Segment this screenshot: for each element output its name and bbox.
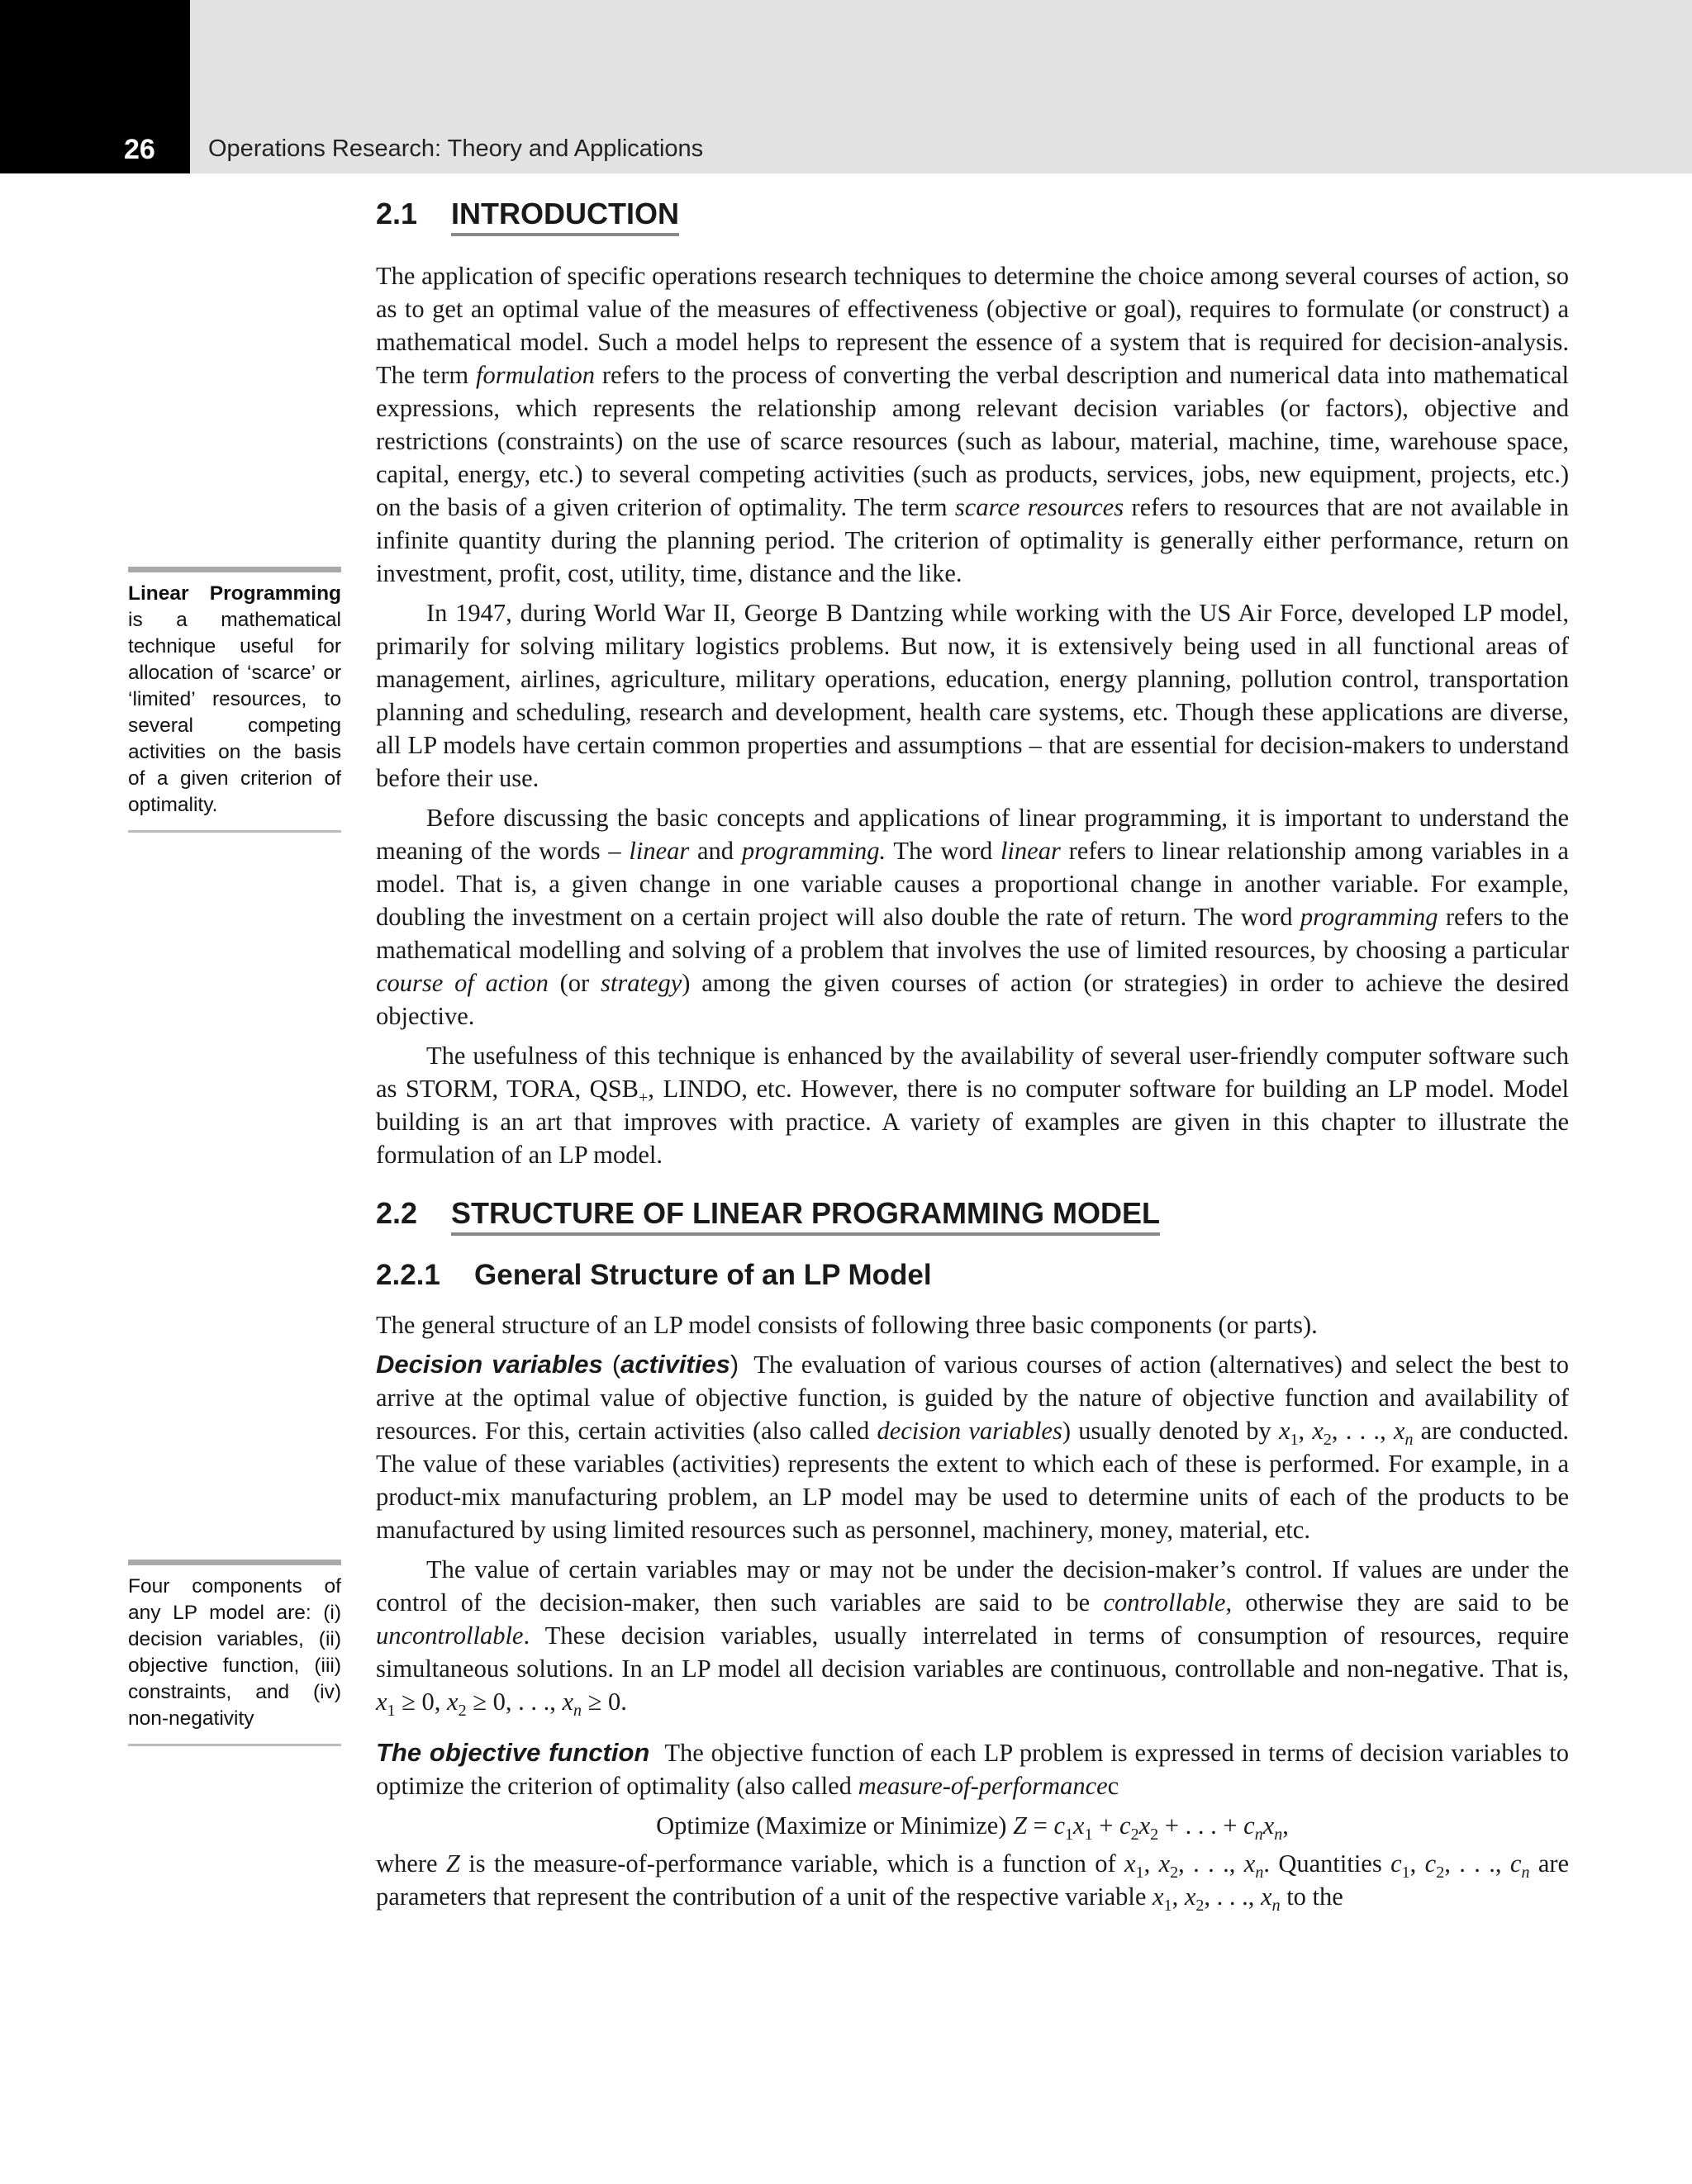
subscript: 1 xyxy=(1065,1826,1074,1845)
subscript: n xyxy=(1404,1431,1414,1450)
equation-text: , xyxy=(1282,1811,1289,1840)
math-var: x xyxy=(1393,1417,1405,1445)
italic-term: decision variables xyxy=(877,1417,1062,1445)
equation-text: + xyxy=(1158,1811,1186,1840)
math-var: x xyxy=(1243,1849,1256,1878)
subsection-number: 2.2.1 xyxy=(376,1259,440,1291)
paragraph-decision-variables xyxy=(376,1348,1569,1546)
text-run: are conducted. The value of these variables (activities) represents the extent to which each of these is performed. For example, in a product-mix manufacturing problem, an LP model may be used to determine units of each of the products to be manufactured by using limited resources such as personnel, machinery, money, material, etc. xyxy=(376,1417,1570,1544)
text-run: The objective function of each LP problem is expressed in terms of decision variables to optimize the criterion of optimality (also called xyxy=(376,1739,1569,1800)
run-in-heading-objective: The objective function xyxy=(376,1738,650,1767)
run-in-text: activities xyxy=(620,1350,730,1379)
math-var: x xyxy=(1262,1811,1275,1840)
text-run: and xyxy=(689,837,742,865)
math-var: c xyxy=(1053,1811,1066,1840)
text-run: is the measure-of-performance variable, which is a function of xyxy=(459,1849,1125,1878)
subscript: 2 xyxy=(1150,1826,1159,1845)
italic-term: scarce resources xyxy=(954,493,1124,521)
text-run: , xyxy=(1298,1417,1313,1445)
subscript: n xyxy=(573,1702,582,1721)
text-run: , xyxy=(1172,1883,1185,1911)
text-run: The application of specific operations research techniques to determine the choice among several courses of action, so as to get an optimal value of the measures of effectiveness (objective or goal), requires to formulate (or construct) a mathematical model. Such a model helps to represent the essence of a system that is required for decision-analysis. The term xyxy=(376,262,1569,389)
text-run: Before discussing the basic concepts and applications of linear programming, it is important to understand the meaning of the words – xyxy=(376,804,1569,865)
text-run: The evaluation of various courses of action (alternatives) and select the best to arrive at the optimal value of objective function, is guided by the nature of objective function and availability of resources. For this, certain activities (also called xyxy=(376,1351,1569,1445)
subscript: + xyxy=(639,1089,649,1108)
italic-term: formulation xyxy=(476,361,596,389)
equation-text: Optimize (Maximize or Minimize) xyxy=(656,1811,1014,1840)
section-title: INTRODUCTION xyxy=(451,197,679,236)
subscript: n xyxy=(1521,1864,1530,1883)
text-run: refers to resources that are not available in infinite quantity during the planning period. The criterion of optimality is generally either performance, return on investment, profit, cost, utility, time, distance and the like. xyxy=(376,493,1569,587)
section-heading-2-2 xyxy=(376,1196,1569,1236)
italic-term: uncontrollable xyxy=(376,1621,524,1650)
equation-text: + xyxy=(1216,1811,1244,1840)
subscript: n xyxy=(1254,1826,1263,1845)
page-number-box xyxy=(0,0,190,173)
math-var: x xyxy=(447,1688,459,1716)
section-number: 2.1 xyxy=(376,197,418,230)
text-run: , xyxy=(1444,1849,1460,1878)
text-run: (or xyxy=(548,969,601,997)
text-run: refers to the process of converting the verbal description and numerical data into mathematical expressions, which represents the relationship among relevant decision variables (or factors), objective and restrictions (constraints) on the use of scarce resources (such as labour, material, machine, time, warehouse space, capital, energy, etc.) to several competing activities (such as products, services, jobs, new equipment, projects, etc.) on the basis of a given criterion of optimality. The term xyxy=(376,361,1570,521)
margin-note-text: Four components of any LP model are: (i) decision variables, (ii) objective function, (iii) constraints, and (iv) non-negativity xyxy=(128,1575,341,1730)
math-var: x xyxy=(1124,1849,1136,1878)
math-var: c xyxy=(1243,1811,1255,1840)
text-run: , xyxy=(1380,1417,1394,1445)
objective-equation xyxy=(376,1809,1569,1845)
paragraph-objective-where xyxy=(376,1847,1570,1916)
paragraph-structure-intro: The general structure of an LP model consists of following three basic components (or parts). xyxy=(376,1311,1318,1339)
italic-term: controllable xyxy=(1103,1588,1226,1617)
math-var: c xyxy=(1119,1811,1131,1840)
subsection-title: General Structure of an LP Model xyxy=(474,1259,932,1291)
page-number: 26 xyxy=(124,134,155,165)
paragraph-intro-1 xyxy=(376,259,1569,590)
math-var: x xyxy=(1184,1883,1196,1911)
paragraph-objective-function xyxy=(376,1736,1569,1802)
text-run: , xyxy=(1409,1849,1425,1878)
main-text-column xyxy=(376,197,1569,1920)
text-run: , xyxy=(549,1688,563,1716)
math-var: Z xyxy=(445,1849,460,1878)
subscript: 2 xyxy=(1436,1864,1445,1883)
run-in-text: ) xyxy=(730,1350,739,1379)
section-heading-2-1 xyxy=(376,197,1569,236)
math-var: x xyxy=(1153,1883,1164,1911)
equation-text: + xyxy=(1092,1811,1120,1840)
paragraph-intro-4 xyxy=(376,1039,1569,1171)
text-run: . These decision variables, usually interrelated in terms of consumption of resources, require simultaneous solutions. In an LP model all decision variables are continuous, controllable and non-negative. That is, xyxy=(376,1621,1569,1683)
text-run: , xyxy=(1143,1849,1159,1878)
subsection-heading-2-2-1 xyxy=(376,1259,1569,1292)
run-in-text: ( xyxy=(602,1350,621,1379)
text-run: , xyxy=(1495,1849,1510,1878)
subscript: n xyxy=(1255,1864,1264,1883)
text-run: The word xyxy=(886,837,1000,865)
section-title: STRUCTURE OF LINEAR PROGRAMMING MODEL xyxy=(451,1196,1160,1236)
math-var: x xyxy=(1278,1417,1290,1445)
margin-note-components xyxy=(128,1560,341,1746)
paragraph-controllability xyxy=(376,1553,1569,1721)
text-run: . . . xyxy=(518,1688,550,1716)
math-var: x xyxy=(1073,1811,1085,1840)
text-run: refers to the mathematical modelling and solving of a problem that involves the use of limited resources, by choosing a particular xyxy=(376,903,1569,964)
subscript: 1 xyxy=(1084,1826,1093,1845)
text-run: , xyxy=(1204,1883,1217,1911)
italic-term: measure-of-performance xyxy=(858,1772,1108,1800)
text-run: The usefulness of this technique is enhanced by the availability of several user-friendly computer software such as STORM, TORA, QSB xyxy=(376,1042,1569,1103)
running-title: Operations Research: Theory and Applications xyxy=(208,135,704,162)
subscript: 2 xyxy=(1195,1897,1205,1916)
text-run: . Quantities xyxy=(1263,1849,1391,1878)
text-run: ) usually denoted by xyxy=(1062,1417,1279,1445)
math-var: x xyxy=(562,1688,574,1716)
text-run: , xyxy=(1331,1417,1346,1445)
subscript: 1 xyxy=(1163,1897,1172,1916)
math-var: Z xyxy=(1013,1811,1028,1840)
math-var: c xyxy=(1424,1849,1437,1878)
math-var: c xyxy=(1509,1849,1522,1878)
margin-note-term: Linear Programming xyxy=(128,582,341,605)
section-number: 2.2 xyxy=(376,1196,418,1230)
text-run: c xyxy=(1107,1772,1119,1800)
subscript: n xyxy=(1271,1897,1281,1916)
subscript: 2 xyxy=(1323,1431,1332,1450)
subscript: 1 xyxy=(1135,1864,1144,1883)
math-var: x xyxy=(1261,1883,1272,1911)
paragraph-intro-2: In 1947, during World War II, George B Dantzing while working with the US Air Force, developed LP model, primarily for solving military logistics problems. But now, it is extensively being used in all functional areas of management, airlines, agriculture, military operations, education, energy planning, pollution control, transportation planning and scheduling, research and development, health care systems, etc. Though these applications are diverse, all LP models have certain common properties and assumptions – that are essential for decision-makers to understand before their use. xyxy=(376,599,1569,792)
subscript: 1 xyxy=(1401,1864,1410,1883)
run-in-text: Decision variables xyxy=(376,1350,603,1379)
text-run: where xyxy=(376,1849,446,1878)
text-run: ≥ 0, xyxy=(395,1688,448,1716)
math-var: c xyxy=(1390,1849,1402,1878)
text-run: . . . xyxy=(1216,1883,1248,1911)
italic-term: programming xyxy=(1300,903,1438,931)
text-run: ) among the given courses of action (or strategies) in order to achieve the desired objective. xyxy=(376,969,1569,1030)
text-run: , xyxy=(1229,1849,1244,1878)
equation-text: . . . xyxy=(1185,1811,1217,1840)
italic-term: strategy xyxy=(600,969,682,997)
text-run: ≥ 0, xyxy=(466,1688,519,1716)
text-run: . . . xyxy=(1193,1849,1229,1878)
italic-term: linear xyxy=(629,837,690,865)
math-var: x xyxy=(1158,1849,1171,1878)
text-run: ≥ 0. xyxy=(582,1688,627,1716)
text-run: . . . xyxy=(1345,1417,1381,1445)
italic-term: linear xyxy=(1000,837,1061,865)
math-var: x xyxy=(1138,1811,1151,1840)
text-run: are parameters that represent the contribution of a unit of the respective variable xyxy=(376,1849,1570,1911)
subscript: n xyxy=(1274,1826,1283,1845)
paragraph-intro-3 xyxy=(376,801,1569,1033)
margin-note-text: is a mathematical technique useful for allocation of ‘scarce’ or ‘limited’ resources, to several competing activities on the basis of a given criterion of optimality. xyxy=(128,609,341,816)
italic-term: programming. xyxy=(741,837,886,865)
text-run: , LINDO, etc. However, there is no computer software for building an LP model. Model building is an art that improves with practice. A variety of examples are given in this chapter to illustrate the formulation of an LP model. xyxy=(376,1075,1570,1169)
subscript: 1 xyxy=(1290,1431,1299,1450)
text-run: , xyxy=(1178,1849,1194,1878)
margin-note-lp-definition xyxy=(128,567,341,833)
text-run: refers to linear relationship among variables in a model. That is, a given change in one variable causes a proportional change in another variable. For example, doubling the investment on a certain project will also double the rate of return. The word xyxy=(376,837,1569,931)
subscript: 2 xyxy=(1130,1826,1139,1845)
italic-term: course of action xyxy=(376,969,549,997)
text-run: , xyxy=(1248,1883,1262,1911)
subscript: 1 xyxy=(387,1702,396,1721)
subscript: 2 xyxy=(1170,1864,1179,1883)
math-var: x xyxy=(1312,1417,1324,1445)
equation-text: = xyxy=(1027,1811,1054,1840)
math-var: x xyxy=(376,1688,387,1716)
text-run: to the xyxy=(1280,1883,1343,1911)
text-run: . . . xyxy=(1459,1849,1495,1878)
text-run: , otherwise they are said to be xyxy=(1225,1588,1569,1617)
run-in-heading-decision-variables xyxy=(376,1350,739,1379)
text-run: The value of certain variables may or may not be under the decision-maker’s control. If values are under the control of the decision-maker, then such variables are said to be xyxy=(376,1555,1569,1617)
subscript: 2 xyxy=(458,1702,467,1721)
